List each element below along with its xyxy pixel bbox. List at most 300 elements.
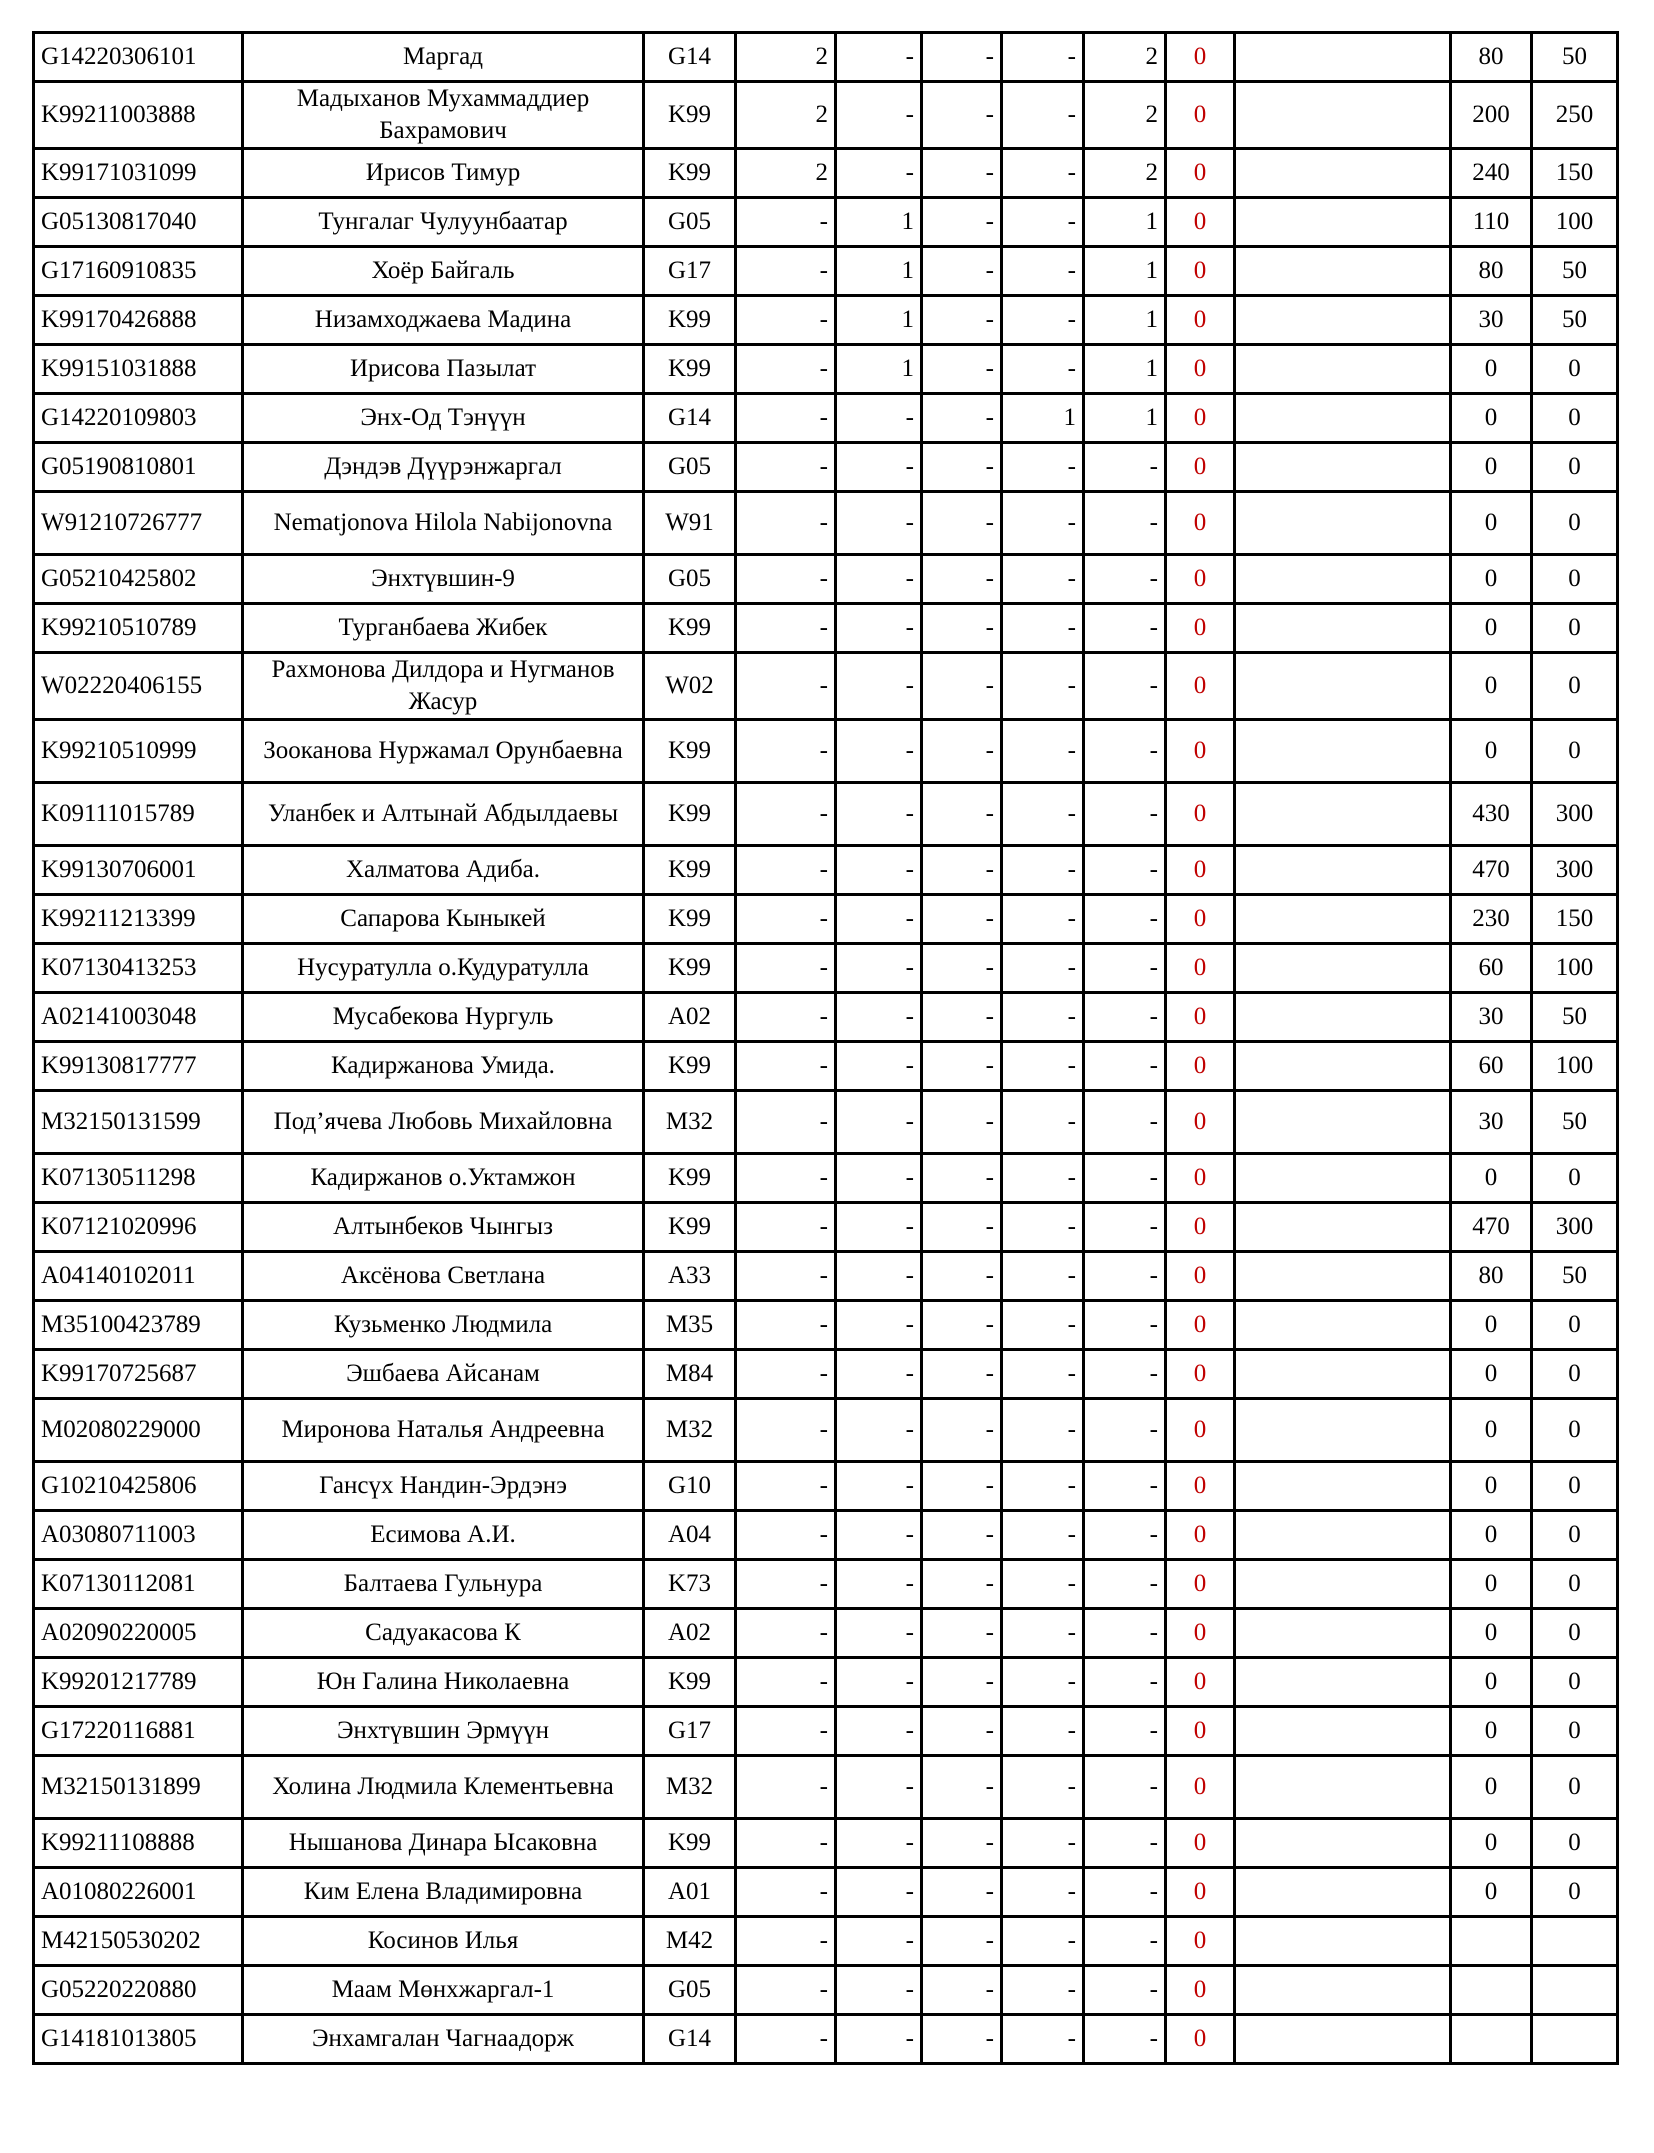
cell-zero-marker: 0 xyxy=(1166,1966,1235,2015)
cell-id: A03080711003 xyxy=(34,1511,243,1560)
cell-id: K99211003888 xyxy=(34,82,243,149)
cell-count-3: - xyxy=(922,82,1002,149)
cell-zero-marker: 0 xyxy=(1166,783,1235,846)
cell-zero-marker: 0 xyxy=(1166,1203,1235,1252)
cell-count-2: - xyxy=(836,1966,922,2015)
cell-count-2: - xyxy=(836,1560,922,1609)
cell-count-4: - xyxy=(1002,846,1084,895)
cell-count-4: - xyxy=(1002,653,1084,720)
table-row xyxy=(34,1511,1618,1560)
cell-code: M42 xyxy=(644,1917,736,1966)
cell-id: G10210425806 xyxy=(34,1462,243,1511)
cell-zero-marker: 0 xyxy=(1166,1756,1235,1819)
cell-count-1: - xyxy=(736,1966,836,2015)
cell-count-3: - xyxy=(922,33,1002,82)
cell-name: Сапарова Кыныкей xyxy=(243,895,644,944)
table-row xyxy=(34,1252,1618,1301)
cell-id: K07130511298 xyxy=(34,1154,243,1203)
cell-count-total: - xyxy=(1084,1042,1166,1091)
cell-blank xyxy=(1235,1462,1451,1511)
cell-code: G14 xyxy=(644,2015,736,2064)
cell-count-1: - xyxy=(736,1091,836,1154)
cell-count-2: - xyxy=(836,895,922,944)
cell-blank xyxy=(1235,1756,1451,1819)
cell-count-4: - xyxy=(1002,1658,1084,1707)
cell-count-2: - xyxy=(836,1399,922,1462)
table-row xyxy=(34,247,1618,296)
cell-count-1: - xyxy=(736,783,836,846)
table-row xyxy=(34,82,1618,149)
cell-blank xyxy=(1235,1399,1451,1462)
cell-count-total: - xyxy=(1084,1203,1166,1252)
cell-count-total: - xyxy=(1084,1658,1166,1707)
cell-id: W02220406155 xyxy=(34,653,243,720)
cell-count-1: - xyxy=(736,993,836,1042)
cell-code: M32 xyxy=(644,1399,736,1462)
cell-count-3: - xyxy=(922,247,1002,296)
cell-count-2: 1 xyxy=(836,345,922,394)
cell-blank xyxy=(1235,993,1451,1042)
table-row xyxy=(34,198,1618,247)
cell-count-3: - xyxy=(922,1609,1002,1658)
cell-id: G05190810801 xyxy=(34,443,243,492)
cell-id: K07130112081 xyxy=(34,1560,243,1609)
cell-value-2: 0 xyxy=(1532,1658,1618,1707)
cell-value-2: 0 xyxy=(1532,492,1618,555)
cell-name: Юн Галина Николаевна xyxy=(243,1658,644,1707)
cell-count-3: - xyxy=(922,783,1002,846)
cell-id: K99201217789 xyxy=(34,1658,243,1707)
cell-name: Под’ячева Любовь Михайловна xyxy=(243,1091,644,1154)
cell-blank xyxy=(1235,1868,1451,1917)
table-row xyxy=(34,1819,1618,1868)
cell-id: M32150131899 xyxy=(34,1756,243,1819)
cell-value-2: 0 xyxy=(1532,1560,1618,1609)
cell-id: W91210726777 xyxy=(34,492,243,555)
cell-count-3: - xyxy=(922,149,1002,198)
cell-zero-marker: 0 xyxy=(1166,1462,1235,1511)
cell-id: K99211213399 xyxy=(34,895,243,944)
cell-id: G05210425802 xyxy=(34,555,243,604)
cell-zero-marker: 0 xyxy=(1166,198,1235,247)
cell-count-4: - xyxy=(1002,1350,1084,1399)
cell-blank xyxy=(1235,846,1451,895)
cell-value-2: 300 xyxy=(1532,1203,1618,1252)
cell-count-total: - xyxy=(1084,783,1166,846)
cell-blank xyxy=(1235,82,1451,149)
cell-id: K99170725687 xyxy=(34,1350,243,1399)
cell-count-3: - xyxy=(922,1203,1002,1252)
cell-blank xyxy=(1235,492,1451,555)
cell-count-4: - xyxy=(1002,1917,1084,1966)
cell-count-2: 1 xyxy=(836,296,922,345)
cell-count-2: - xyxy=(836,720,922,783)
cell-count-2: - xyxy=(836,1203,922,1252)
cell-value-2: 250 xyxy=(1532,82,1618,149)
cell-count-total: 2 xyxy=(1084,149,1166,198)
cell-zero-marker: 0 xyxy=(1166,1399,1235,1462)
cell-count-total: - xyxy=(1084,1609,1166,1658)
cell-name: Есимова А.И. xyxy=(243,1511,644,1560)
cell-name: Уланбек и Алтынай Абдылдаевы xyxy=(243,783,644,846)
cell-count-3: - xyxy=(922,1511,1002,1560)
table-row xyxy=(34,1868,1618,1917)
cell-count-4: - xyxy=(1002,2015,1084,2064)
cell-count-1: - xyxy=(736,1819,836,1868)
cell-value-1: 0 xyxy=(1451,1868,1532,1917)
cell-blank xyxy=(1235,1042,1451,1091)
cell-count-total: - xyxy=(1084,2015,1166,2064)
cell-count-3: - xyxy=(922,1917,1002,1966)
cell-zero-marker: 0 xyxy=(1166,895,1235,944)
cell-value-1: 0 xyxy=(1451,443,1532,492)
cell-value-2: 0 xyxy=(1532,1399,1618,1462)
cell-count-3: - xyxy=(922,443,1002,492)
cell-blank xyxy=(1235,783,1451,846)
cell-name: Эшбаева Айсанам xyxy=(243,1350,644,1399)
cell-code: A02 xyxy=(644,993,736,1042)
cell-count-3: - xyxy=(922,1091,1002,1154)
cell-count-total: - xyxy=(1084,555,1166,604)
cell-name: Энх-Од Тэнүүн xyxy=(243,394,644,443)
cell-count-total: 1 xyxy=(1084,247,1166,296)
cell-count-total: - xyxy=(1084,1091,1166,1154)
cell-count-1: - xyxy=(736,296,836,345)
cell-name: Ким Елена Владимировна xyxy=(243,1868,644,1917)
cell-count-4: - xyxy=(1002,296,1084,345)
cell-count-3: - xyxy=(922,653,1002,720)
cell-count-4: - xyxy=(1002,1091,1084,1154)
cell-count-2: - xyxy=(836,1462,922,1511)
cell-count-1: - xyxy=(736,394,836,443)
cell-value-1: 80 xyxy=(1451,33,1532,82)
table-row xyxy=(34,1966,1618,2015)
table-row xyxy=(34,1350,1618,1399)
cell-count-total: 2 xyxy=(1084,82,1166,149)
cell-zero-marker: 0 xyxy=(1166,443,1235,492)
cell-value-1: 0 xyxy=(1451,1301,1532,1350)
cell-value-2 xyxy=(1532,1917,1618,1966)
cell-value-1: 0 xyxy=(1451,1350,1532,1399)
cell-count-2: - xyxy=(836,394,922,443)
cell-code: K99 xyxy=(644,1819,736,1868)
table-row xyxy=(34,394,1618,443)
cell-count-total: - xyxy=(1084,1819,1166,1868)
cell-value-1: 110 xyxy=(1451,198,1532,247)
table-row xyxy=(34,783,1618,846)
cell-zero-marker: 0 xyxy=(1166,1511,1235,1560)
cell-value-1: 0 xyxy=(1451,1399,1532,1462)
cell-code: M35 xyxy=(644,1301,736,1350)
cell-value-2: 0 xyxy=(1532,345,1618,394)
cell-blank xyxy=(1235,653,1451,720)
cell-count-2: - xyxy=(836,1707,922,1756)
cell-id: A02090220005 xyxy=(34,1609,243,1658)
cell-count-total: - xyxy=(1084,604,1166,653)
cell-count-2: - xyxy=(836,1756,922,1819)
cell-count-2: - xyxy=(836,1091,922,1154)
cell-count-4: - xyxy=(1002,1252,1084,1301)
cell-count-4: - xyxy=(1002,895,1084,944)
cell-count-3: - xyxy=(922,492,1002,555)
cell-code: A04 xyxy=(644,1511,736,1560)
cell-id: M42150530202 xyxy=(34,1917,243,1966)
cell-code: K99 xyxy=(644,1154,736,1203)
cell-count-4: - xyxy=(1002,1511,1084,1560)
cell-value-1 xyxy=(1451,1966,1532,2015)
cell-value-1: 430 xyxy=(1451,783,1532,846)
table-row xyxy=(34,720,1618,783)
cell-count-3: - xyxy=(922,1252,1002,1301)
cell-id: K09111015789 xyxy=(34,783,243,846)
cell-value-1: 0 xyxy=(1451,720,1532,783)
cell-code: K99 xyxy=(644,783,736,846)
cell-count-total: - xyxy=(1084,993,1166,1042)
cell-code: M32 xyxy=(644,1091,736,1154)
table-row xyxy=(34,993,1618,1042)
cell-count-total: 1 xyxy=(1084,394,1166,443)
cell-id: A02141003048 xyxy=(34,993,243,1042)
cell-blank xyxy=(1235,604,1451,653)
cell-id: G05130817040 xyxy=(34,198,243,247)
cell-blank xyxy=(1235,1560,1451,1609)
cell-count-4: - xyxy=(1002,1756,1084,1819)
table-row xyxy=(34,555,1618,604)
cell-count-2: - xyxy=(836,1819,922,1868)
cell-count-4: - xyxy=(1002,944,1084,993)
cell-count-total: - xyxy=(1084,1868,1166,1917)
cell-name: Маам Мөнхжаргал-1 xyxy=(243,1966,644,2015)
cell-zero-marker: 0 xyxy=(1166,555,1235,604)
cell-count-2: - xyxy=(836,1609,922,1658)
cell-name: Низамходжаева Мадина xyxy=(243,296,644,345)
cell-zero-marker: 0 xyxy=(1166,247,1235,296)
cell-count-4: - xyxy=(1002,783,1084,846)
table-row xyxy=(34,443,1618,492)
cell-name: Халматова Адиба. xyxy=(243,846,644,895)
cell-count-total: - xyxy=(1084,1301,1166,1350)
cell-count-2: - xyxy=(836,1917,922,1966)
cell-name: Кадиржанов о.Уктамжон xyxy=(243,1154,644,1203)
cell-value-1: 0 xyxy=(1451,1511,1532,1560)
cell-id: K99130706001 xyxy=(34,846,243,895)
cell-count-1: - xyxy=(736,1609,836,1658)
cell-count-1: - xyxy=(736,895,836,944)
cell-zero-marker: 0 xyxy=(1166,33,1235,82)
cell-value-1: 80 xyxy=(1451,1252,1532,1301)
cell-count-1: - xyxy=(736,1917,836,1966)
table-row xyxy=(34,1091,1618,1154)
cell-code: K99 xyxy=(644,345,736,394)
cell-code: K73 xyxy=(644,1560,736,1609)
cell-count-2: - xyxy=(836,1252,922,1301)
cell-count-2: - xyxy=(836,993,922,1042)
cell-id: K07121020996 xyxy=(34,1203,243,1252)
cell-blank xyxy=(1235,1966,1451,2015)
cell-name: Мусабекова Нургуль xyxy=(243,993,644,1042)
cell-code: K99 xyxy=(644,1042,736,1091)
cell-id: K99170426888 xyxy=(34,296,243,345)
cell-blank xyxy=(1235,2015,1451,2064)
cell-name: Зооканова Нуржамал Орунбаевна xyxy=(243,720,644,783)
cell-count-2: - xyxy=(836,492,922,555)
cell-count-1: - xyxy=(736,1350,836,1399)
cell-count-3: - xyxy=(922,296,1002,345)
cell-value-2: 50 xyxy=(1532,296,1618,345)
cell-count-1: - xyxy=(736,1658,836,1707)
cell-count-2: 1 xyxy=(836,198,922,247)
cell-zero-marker: 0 xyxy=(1166,993,1235,1042)
table-row xyxy=(34,895,1618,944)
cell-id: M32150131599 xyxy=(34,1091,243,1154)
table-row xyxy=(34,604,1618,653)
cell-count-4: - xyxy=(1002,247,1084,296)
cell-value-1 xyxy=(1451,2015,1532,2064)
cell-name: Рахмонова Дилдора и Нугманов Жасур xyxy=(243,653,644,720)
cell-count-total: 1 xyxy=(1084,296,1166,345)
cell-count-2: - xyxy=(836,1658,922,1707)
cell-value-2: 0 xyxy=(1532,555,1618,604)
cell-code: G05 xyxy=(644,555,736,604)
table-row xyxy=(34,846,1618,895)
cell-count-1: - xyxy=(736,1560,836,1609)
cell-count-1: - xyxy=(736,1042,836,1091)
cell-count-1: - xyxy=(736,1252,836,1301)
cell-code: G17 xyxy=(644,247,736,296)
cell-value-1: 30 xyxy=(1451,296,1532,345)
cell-count-4: - xyxy=(1002,1966,1084,2015)
cell-zero-marker: 0 xyxy=(1166,1917,1235,1966)
cell-value-1: 30 xyxy=(1451,1091,1532,1154)
cell-id: M02080229000 xyxy=(34,1399,243,1462)
cell-code: K99 xyxy=(644,296,736,345)
cell-count-4: - xyxy=(1002,198,1084,247)
cell-count-3: - xyxy=(922,993,1002,1042)
cell-id: K99210510999 xyxy=(34,720,243,783)
table-row xyxy=(34,296,1618,345)
cell-count-2: - xyxy=(836,1042,922,1091)
cell-name: Энхтүвшин-9 xyxy=(243,555,644,604)
cell-blank xyxy=(1235,394,1451,443)
cell-value-2: 0 xyxy=(1532,1154,1618,1203)
cell-count-1: - xyxy=(736,2015,836,2064)
cell-count-1: - xyxy=(736,1707,836,1756)
cell-count-3: - xyxy=(922,1462,1002,1511)
cell-value-1: 470 xyxy=(1451,846,1532,895)
cell-count-total: - xyxy=(1084,1154,1166,1203)
cell-id: G14220306101 xyxy=(34,33,243,82)
cell-blank xyxy=(1235,1707,1451,1756)
cell-value-2: 0 xyxy=(1532,1301,1618,1350)
cell-count-2: 1 xyxy=(836,247,922,296)
cell-name: Миронова Наталья Андреевна xyxy=(243,1399,644,1462)
cell-blank xyxy=(1235,247,1451,296)
cell-value-2: 300 xyxy=(1532,783,1618,846)
cell-count-total: - xyxy=(1084,1560,1166,1609)
cell-blank xyxy=(1235,944,1451,993)
cell-zero-marker: 0 xyxy=(1166,720,1235,783)
table-row xyxy=(34,1560,1618,1609)
cell-value-1: 0 xyxy=(1451,653,1532,720)
cell-id: G17220116881 xyxy=(34,1707,243,1756)
cell-id: K99151031888 xyxy=(34,345,243,394)
cell-count-3: - xyxy=(922,394,1002,443)
cell-count-4: - xyxy=(1002,1819,1084,1868)
cell-count-1: - xyxy=(736,1511,836,1560)
table-row xyxy=(34,2015,1618,2064)
cell-blank xyxy=(1235,198,1451,247)
cell-count-2: - xyxy=(836,653,922,720)
cell-name: Nematjonova Hilola Nabijonovna xyxy=(243,492,644,555)
cell-count-total: - xyxy=(1084,492,1166,555)
cell-count-total: - xyxy=(1084,1252,1166,1301)
cell-count-1: - xyxy=(736,1203,836,1252)
cell-count-3: - xyxy=(922,555,1002,604)
cell-count-1: - xyxy=(736,247,836,296)
cell-count-total: - xyxy=(1084,1966,1166,2015)
cell-count-1: - xyxy=(736,720,836,783)
cell-value-2 xyxy=(1532,2015,1618,2064)
cell-count-2: - xyxy=(836,555,922,604)
cell-value-2: 100 xyxy=(1532,1042,1618,1091)
table-row xyxy=(34,1462,1618,1511)
cell-name: Тунгалаг Чулуунбаатар xyxy=(243,198,644,247)
cell-id: K99210510789 xyxy=(34,604,243,653)
cell-count-3: - xyxy=(922,1350,1002,1399)
cell-value-2: 0 xyxy=(1532,653,1618,720)
cell-blank xyxy=(1235,1609,1451,1658)
cell-count-total: - xyxy=(1084,1707,1166,1756)
cell-count-total: - xyxy=(1084,653,1166,720)
cell-count-4: 1 xyxy=(1002,394,1084,443)
cell-count-1: - xyxy=(736,604,836,653)
cell-value-2: 0 xyxy=(1532,1756,1618,1819)
cell-count-total: - xyxy=(1084,1399,1166,1462)
cell-zero-marker: 0 xyxy=(1166,944,1235,993)
cell-count-3: - xyxy=(922,604,1002,653)
cell-zero-marker: 0 xyxy=(1166,394,1235,443)
cell-code: M84 xyxy=(644,1350,736,1399)
cell-zero-marker: 0 xyxy=(1166,2015,1235,2064)
cell-value-1: 60 xyxy=(1451,1042,1532,1091)
cell-zero-marker: 0 xyxy=(1166,653,1235,720)
cell-code: W91 xyxy=(644,492,736,555)
cell-zero-marker: 0 xyxy=(1166,604,1235,653)
cell-value-2: 150 xyxy=(1532,895,1618,944)
cell-value-1: 0 xyxy=(1451,604,1532,653)
cell-count-2: - xyxy=(836,783,922,846)
cell-code: A33 xyxy=(644,1252,736,1301)
table-row xyxy=(34,1707,1618,1756)
cell-value-2: 0 xyxy=(1532,1868,1618,1917)
cell-zero-marker: 0 xyxy=(1166,492,1235,555)
cell-count-2: - xyxy=(836,1511,922,1560)
cell-name: Мадыханов Мухаммаддиер Бахрамович xyxy=(243,82,644,149)
cell-name: Гансүх Нандин-Эрдэнэ xyxy=(243,1462,644,1511)
cell-blank xyxy=(1235,1252,1451,1301)
cell-zero-marker: 0 xyxy=(1166,1868,1235,1917)
cell-count-2: - xyxy=(836,1154,922,1203)
cell-zero-marker: 0 xyxy=(1166,1707,1235,1756)
cell-count-4: - xyxy=(1002,1042,1084,1091)
cell-count-3: - xyxy=(922,1966,1002,2015)
cell-name: Кадиржанова Умида. xyxy=(243,1042,644,1091)
cell-value-2: 0 xyxy=(1532,1462,1618,1511)
cell-code: K99 xyxy=(644,149,736,198)
cell-count-2: - xyxy=(836,33,922,82)
cell-code: G05 xyxy=(644,443,736,492)
cell-count-3: - xyxy=(922,198,1002,247)
